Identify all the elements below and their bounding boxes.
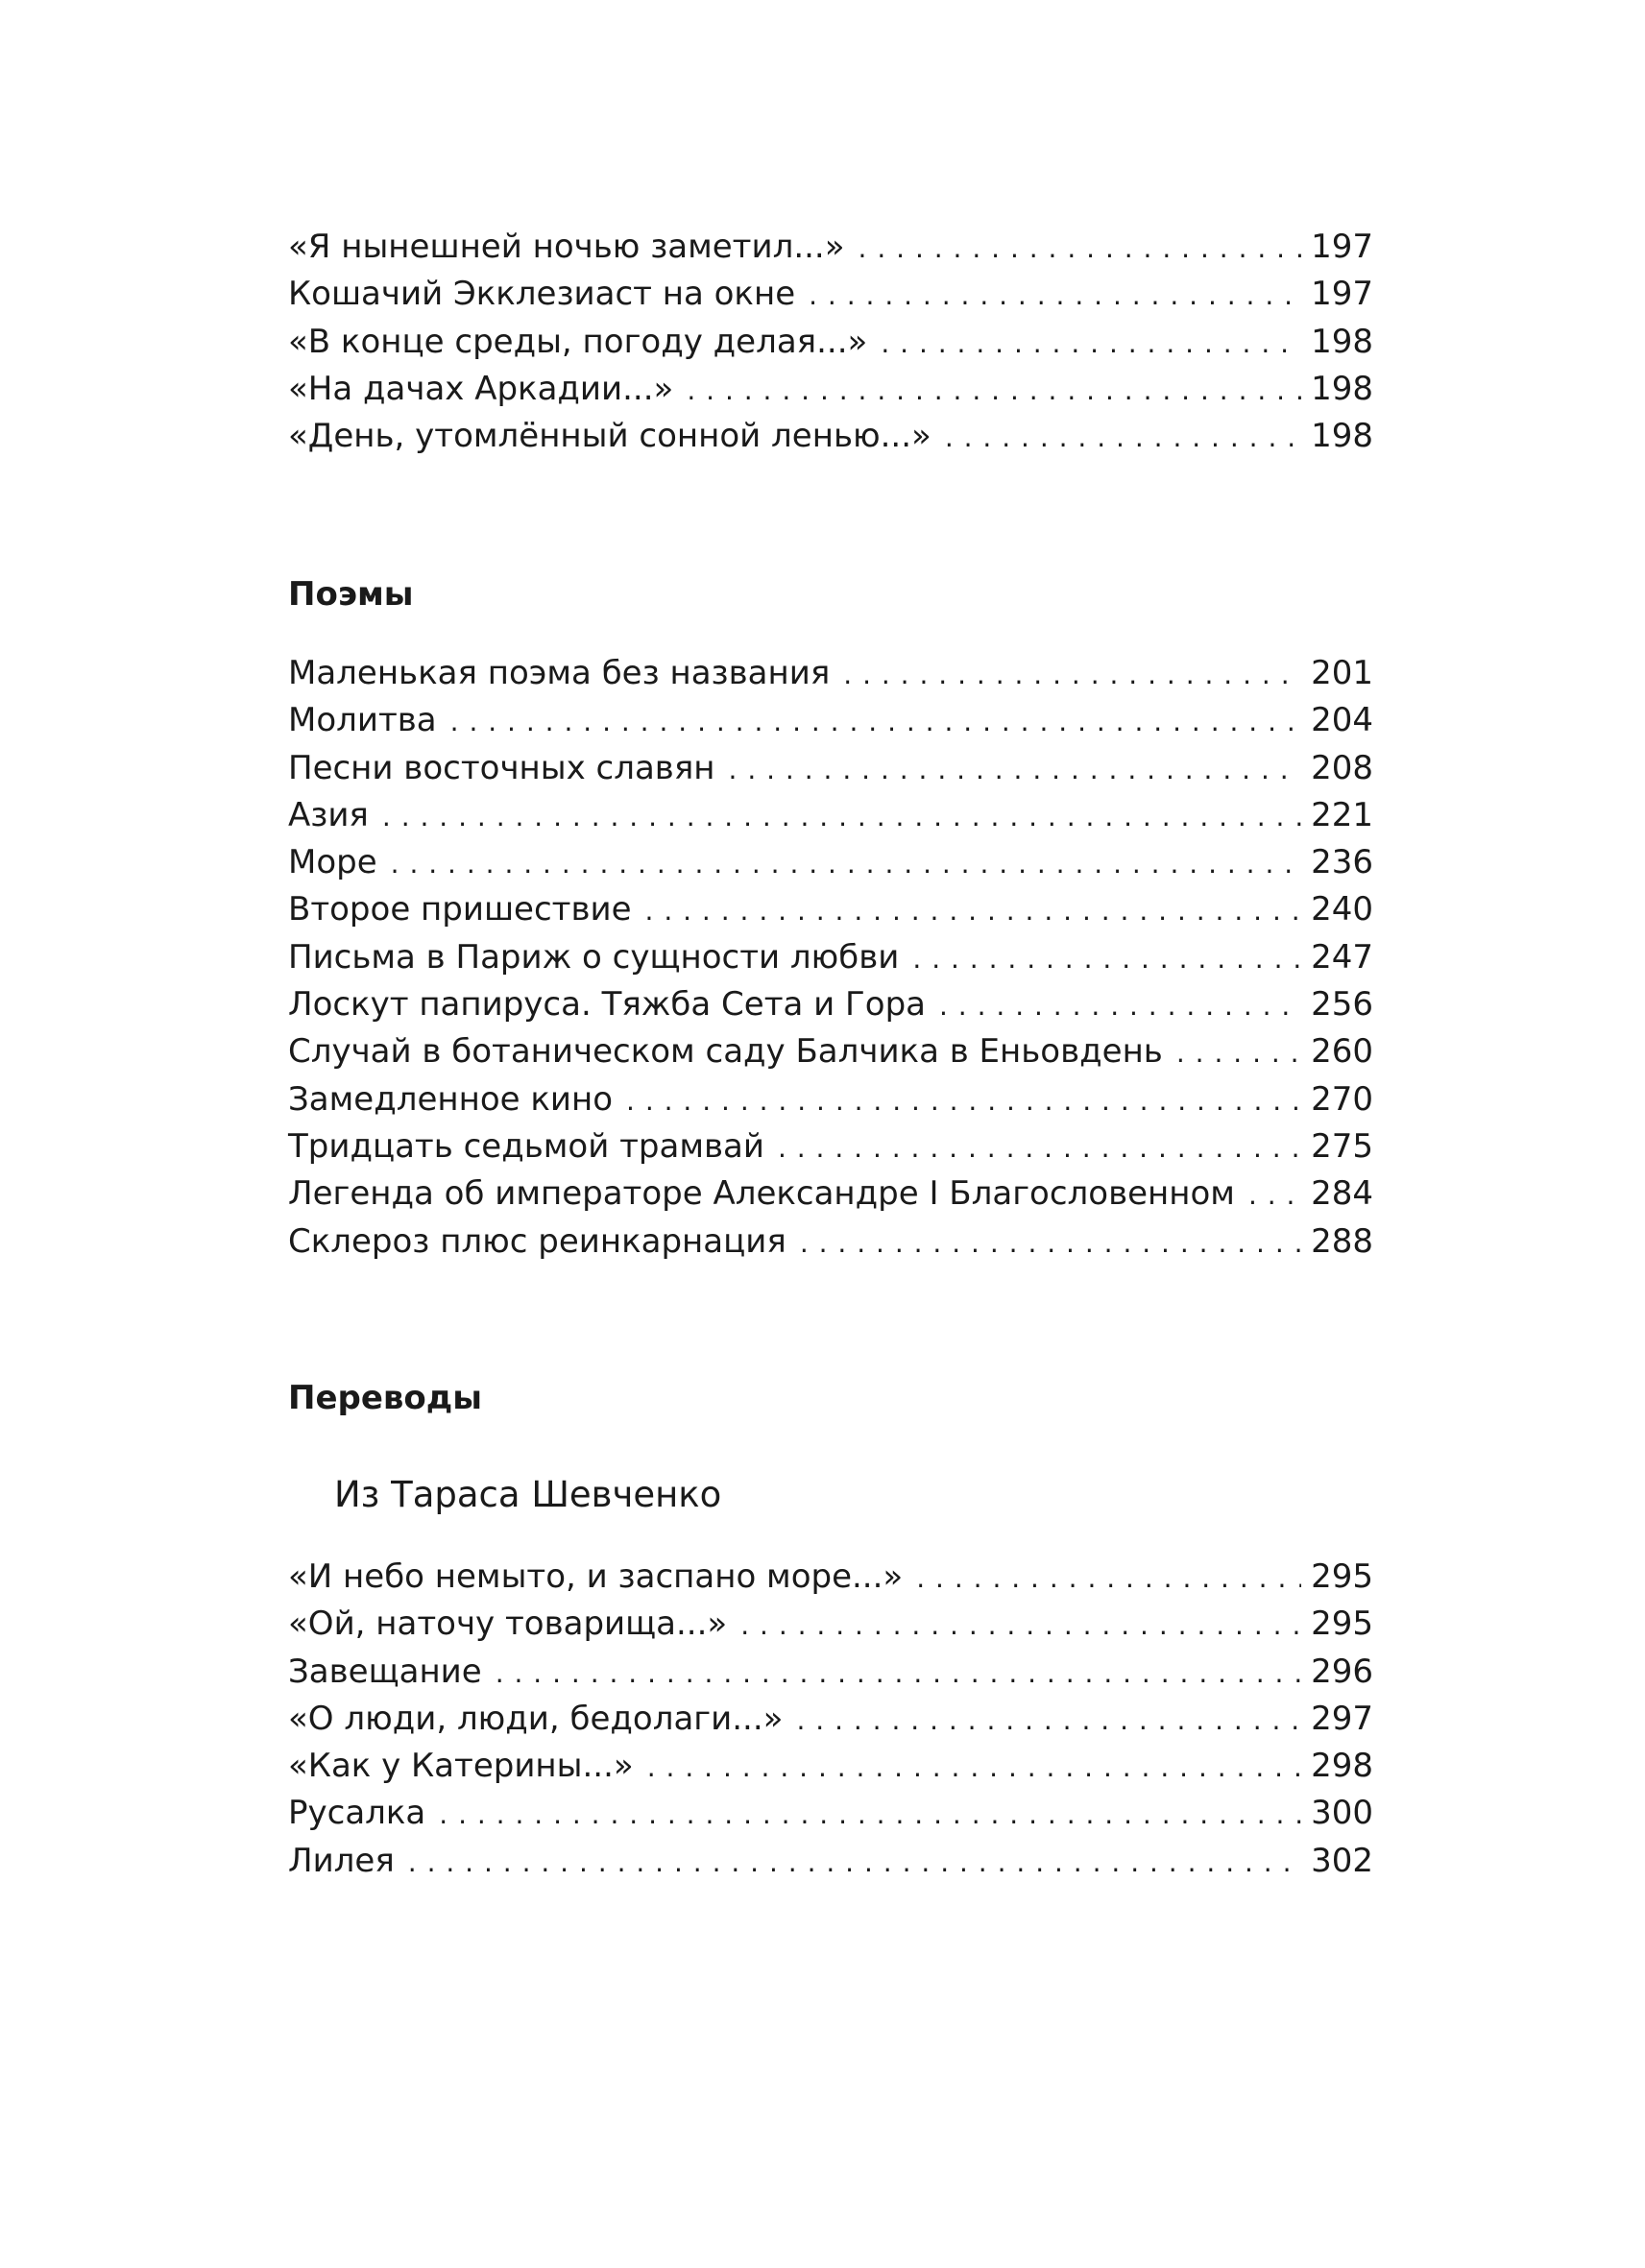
- toc-dot-leader: [916, 1555, 1301, 1602]
- toc-entry-title: Лоскут папируса. Тяжба Сета и Гора: [288, 985, 926, 1025]
- toc-entry: [288, 224, 1373, 271]
- toc-entry: [288, 886, 1373, 933]
- toc-entry: [288, 366, 1373, 413]
- toc-entry-page: 295: [1311, 1604, 1373, 1644]
- toc-entry-page: 198: [1311, 369, 1373, 408]
- toc-entry: [288, 319, 1373, 366]
- toc-entry: [288, 1601, 1373, 1648]
- toc-entry-page: 300: [1311, 1794, 1373, 1833]
- toc-entry: [288, 792, 1373, 839]
- toc-list-translations: [288, 1554, 1373, 1885]
- toc-entry-title: Тридцать седьмой трамвай: [288, 1126, 764, 1166]
- toc-entry-title: Лилея: [288, 1841, 395, 1880]
- toc-dot-leader: [859, 225, 1302, 272]
- toc-entry-page: 275: [1311, 1126, 1373, 1166]
- toc-entry-page: 302: [1311, 1841, 1373, 1880]
- toc-entry: [288, 1649, 1373, 1696]
- toc-entry-title: «День, утомлённый сонной ленью...»: [288, 417, 931, 456]
- section-heading-translations: Переводы: [288, 1379, 482, 1417]
- toc-dot-leader: [1176, 1029, 1301, 1076]
- toc-entry-page: 198: [1311, 417, 1373, 456]
- toc-entry-page: 284: [1311, 1174, 1373, 1214]
- toc-entry: [288, 1790, 1373, 1837]
- toc-entry: [288, 1123, 1373, 1170]
- toc-dot-leader: [729, 746, 1302, 793]
- toc-dot-leader: [645, 887, 1302, 934]
- toc-entry: [288, 1743, 1373, 1790]
- toc-dot-leader: [626, 1077, 1301, 1124]
- toc-entry-page: 240: [1311, 890, 1373, 929]
- toc-entry-title: «В конце среды, погоду делая...»: [288, 322, 868, 361]
- toc-entry-page: 270: [1311, 1079, 1373, 1119]
- toc-entry-page: 204: [1311, 701, 1373, 740]
- toc-entry-page: 208: [1311, 748, 1373, 787]
- toc-entry: [288, 745, 1373, 792]
- toc-entry: [288, 839, 1373, 886]
- toc-entry-title: «О люди, люди, бедолаги...»: [288, 1699, 784, 1738]
- toc-entry-title: Море: [288, 843, 377, 882]
- toc-dot-leader: [439, 1791, 1301, 1838]
- toc-entry-title: Случай в ботаническом саду Балчика в Еньовдень: [288, 1032, 1163, 1072]
- toc-entry-page: 201: [1311, 654, 1373, 692]
- toc-entry: [288, 650, 1373, 697]
- toc-entry-title: Песни восточных славян: [288, 748, 715, 787]
- toc-entry-page: 256: [1311, 985, 1373, 1025]
- toc-entry-title: «Ой, наточу товарища...»: [288, 1604, 728, 1644]
- toc-list-top: [288, 224, 1373, 460]
- toc-entry-page: 247: [1311, 937, 1373, 977]
- toc-entry-page: 197: [1311, 228, 1373, 266]
- toc-dot-leader: [382, 793, 1301, 840]
- toc-entry: [288, 271, 1373, 318]
- toc-entry-page: 296: [1311, 1652, 1373, 1691]
- toc-entry-title: Маленькая поэма без названия: [288, 654, 831, 692]
- toc-entry-title: Русалка: [288, 1794, 426, 1833]
- toc-dot-leader: [912, 935, 1301, 982]
- section-heading-poems: Поэмы: [288, 575, 414, 614]
- toc-entry-page: 236: [1311, 843, 1373, 882]
- toc-dot-leader: [740, 1602, 1301, 1649]
- toc-entry-title: Второе пришествие: [288, 890, 632, 929]
- toc-entry-title: «Я нынешней ночью заметил...»: [288, 228, 845, 266]
- toc-dot-leader: [687, 367, 1301, 414]
- toc-entry: [288, 1170, 1373, 1218]
- toc-entry-page: 297: [1311, 1699, 1373, 1738]
- toc-dot-leader: [647, 1744, 1301, 1791]
- toc-dot-leader: [391, 840, 1301, 887]
- toc-dot-leader: [939, 982, 1301, 1029]
- toc-dot-leader: [809, 272, 1301, 319]
- toc-entry: [288, 697, 1373, 744]
- toc-entry-page: 260: [1311, 1032, 1373, 1072]
- toc-dot-leader: [796, 1697, 1301, 1744]
- toc-dot-leader: [778, 1124, 1301, 1171]
- toc-entry-page: 221: [1311, 795, 1373, 834]
- subsection-heading: Из Тараса Шевченко: [334, 1474, 722, 1515]
- toc-entry-page: 288: [1311, 1221, 1373, 1261]
- toc-entry: [288, 1696, 1373, 1743]
- toc-entry-title: «На дачах Аркадии...»: [288, 369, 674, 408]
- toc-entry-title: Легенда об императоре Александре I Благословенном: [288, 1174, 1235, 1214]
- toc-dot-leader: [1248, 1171, 1301, 1218]
- toc-entry: [288, 1076, 1373, 1123]
- toc-entry-page: 298: [1311, 1747, 1373, 1786]
- toc-entry-title: Письма в Париж о сущности любви: [288, 937, 900, 977]
- toc-list-poems: [288, 650, 1373, 1266]
- toc-entry-title: Завещание: [288, 1652, 482, 1691]
- toc-entry-title: Замедленное кино: [288, 1079, 614, 1119]
- toc-dot-leader: [800, 1219, 1301, 1267]
- toc-dot-leader: [496, 1650, 1301, 1697]
- toc-entry-title: Молитва: [288, 701, 437, 740]
- toc-entry: [288, 981, 1373, 1028]
- toc-entry: [288, 1554, 1373, 1601]
- toc-entry: [288, 1028, 1373, 1075]
- toc-entry: [288, 413, 1373, 460]
- toc-dot-leader: [450, 698, 1301, 745]
- toc-entry: [288, 1218, 1373, 1266]
- toc-entry-title: Азия: [288, 795, 369, 834]
- toc-dot-leader: [881, 320, 1301, 367]
- toc-entry: [288, 1838, 1373, 1885]
- toc-dot-leader: [945, 414, 1301, 461]
- toc-entry-page: 198: [1311, 322, 1373, 361]
- toc-entry-title: Склероз плюс реинкарнация: [288, 1221, 786, 1261]
- toc-entry: [288, 934, 1373, 981]
- toc-dot-leader: [408, 1839, 1301, 1886]
- toc-entry-page: 197: [1311, 275, 1373, 314]
- toc-entry-page: 295: [1311, 1557, 1373, 1596]
- toc-entry-title: «Как у Катерины...»: [288, 1747, 634, 1786]
- toc-dot-leader: [843, 651, 1301, 698]
- toc-entry-title: «И небо немыто, и заспано море...»: [288, 1557, 904, 1596]
- toc-entry-title: Кошачий Экклезиаст на окне: [288, 275, 796, 314]
